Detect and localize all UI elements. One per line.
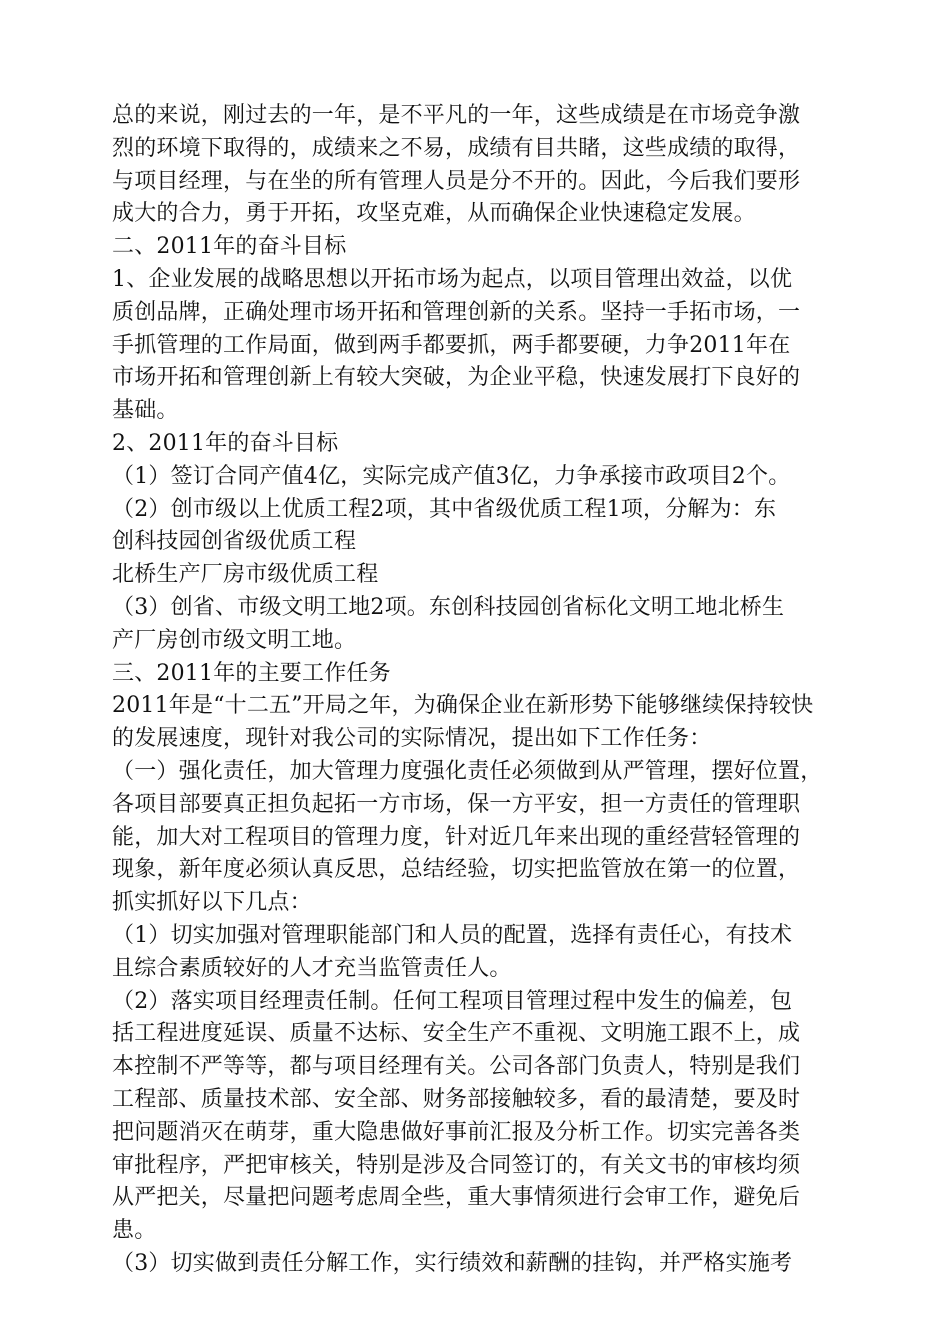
text-line: 成大的合力，勇于开拓，攻坚克难，从而确保企业快速稳定发展。 — [112, 201, 756, 227]
text-line: 从严把关，尽量把问题考虑周全些，重大事情须进行会审工作，避免后 — [112, 1185, 801, 1211]
text-line: 与项目经理，与在坐的所有管理人员是分不开的。因此，今后我们要形 — [112, 168, 801, 194]
text-line: （一）强化责任，加大管理力度强化责任必须做到从严管理，摆好位置， — [112, 758, 823, 784]
text-line: 工程部、质量技术部、安全部、财务部接触较多，看的最清楚，要及时 — [112, 1086, 801, 1112]
text-line: 手抓管理的工作局面，做到两手都要抓，两手都要硬，力争2011年在 — [112, 332, 791, 358]
text-line: 现象，新年度必须认真反思，总结经验，切实把监管放在第一的位置， — [112, 857, 801, 883]
text-line: 患。 — [112, 1218, 157, 1244]
text-line: 基础。 — [112, 398, 179, 424]
text-line: 括工程进度延误、质量不达标、安全生产不重视、文明施工跟不上，成 — [112, 1021, 801, 1047]
document-page — [112, 100, 852, 1281]
text-line: 且综合素质较好的人才充当监管责任人。 — [112, 955, 512, 981]
text-line: 创科技园创省级优质工程 — [112, 529, 357, 555]
text-line: 审批程序，严把审核关，特别是涉及合同签订的，有关文书的审核均须 — [112, 1152, 801, 1178]
text-line: 各项目部要真正担负起拓一方市场，保一方平安，担一方责任的管理职 — [112, 791, 801, 817]
text-line: （3）创省、市级文明工地2项。东创科技园创省标化文明工地北桥生 — [112, 594, 785, 620]
text-line: 本控制不严等等，都与项目经理有关。公司各部门负责人，特别是我们 — [112, 1054, 801, 1080]
text-line: （2）落实项目经理责任制。任何工程项目管理过程中发生的偏差，包 — [112, 988, 793, 1014]
text-line: （1）切实加强对管理职能部门和人员的配置，选择有责任心，有技术 — [112, 922, 793, 948]
text-line: 总的来说，刚过去的一年，是不平凡的一年，这些成绩是在市场竞争激 — [112, 103, 801, 128]
text-line: 2011年是“十二五”开局之年，为确保企业在新形势下能够继续保持较快 — [112, 693, 814, 719]
text-line: 北桥生产厂房市级优质工程 — [112, 562, 379, 588]
text-line: 的发展速度，现针对我公司的实际情况，提出如下工作任务： — [112, 726, 712, 752]
text-line: 烈的环境下取得的，成绩来之不易，成绩有目共睹，这些成绩的取得， — [112, 135, 801, 161]
text-line: （3）切实做到责任分解工作，实行绩效和薪酬的挂钩，并严格实施考 — [112, 1250, 793, 1276]
section-heading: 三、2011年的主要工作任务 — [112, 660, 391, 686]
text-line: 抓实抓好以下几点： — [112, 890, 312, 916]
section-heading: 二、2011年的奋斗目标 — [112, 234, 347, 260]
text-line: 质创品牌，正确处理市场开拓和管理创新的关系。坚持一手拓市场，一 — [112, 299, 801, 325]
text-line: 1、企业发展的战略思想以开拓市场为起点，以项目管理出效益，以优 — [112, 266, 793, 292]
text-line: （2）创市级以上优质工程2项，其中省级优质工程1项，分解为：东 — [112, 496, 777, 522]
text-line: 能，加大对工程项目的管理力度，针对近几年来出现的重经营轻管理的 — [112, 824, 801, 850]
text-line: （1）签订合同产值4亿，实际完成产值3亿，力争承接市政项目2个。 — [112, 463, 791, 489]
text-line: 产厂房创市级文明工地。 — [112, 627, 357, 653]
text-line: 把问题消灭在萌芽，重大隐患做好事前汇报及分析工作。切实完善各类 — [112, 1119, 801, 1145]
subsection-heading: 2、2011年的奋斗目标 — [112, 430, 339, 456]
text-line: 市场开拓和管理创新上有较大突破，为企业平稳，快速发展打下良好的 — [112, 365, 801, 391]
